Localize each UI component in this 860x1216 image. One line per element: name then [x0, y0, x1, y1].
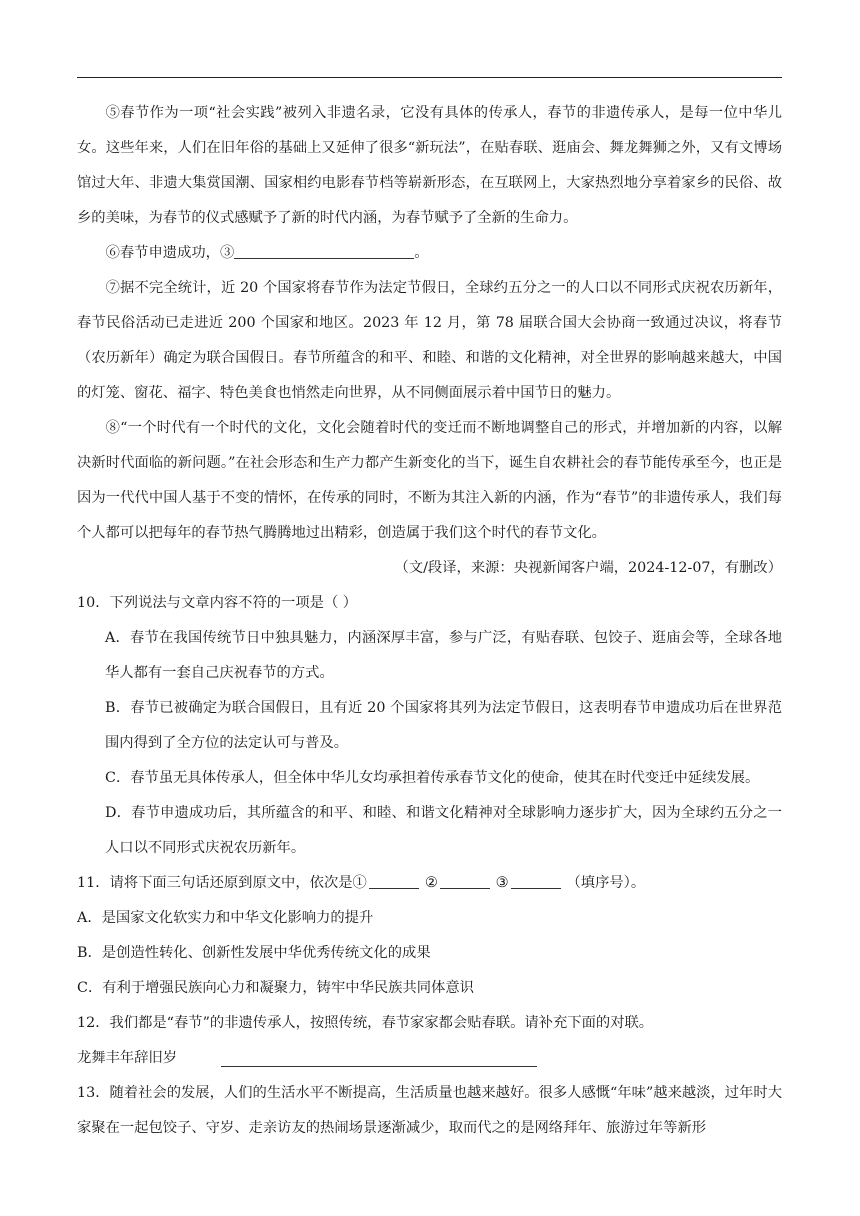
- question-10-option-c: C．春节虽无具体传承人，但全体中华儿女均承担着传承春节文化的使命，使其在时代变迁中延续发展。: [105, 770, 760, 786]
- document-page: [77, 96, 782, 1146]
- answer-blank-3[interactable]: [234, 244, 414, 259]
- question-11-prefix: 11．请将下面三句话还原到原文中，依次是①: [77, 875, 367, 891]
- couplet-first-line: 龙舞丰年辞旧岁: [77, 1050, 178, 1066]
- paragraph-6-text: ⑥春节申遗成功，③: [105, 245, 235, 261]
- paragraph-6-end: 。: [414, 245, 429, 261]
- question-10-option-b: B．春节已被确定为联合国假日，且有近 20 个国家将其列为法定节假日，这表明春节申遗成功后在世界范围内得到了全方位的法定认可与普及。: [105, 700, 782, 751]
- question-11-option-c: C．有利于增强民族向心力和凝聚力，铸牢中华民族共同体意识: [77, 980, 474, 996]
- paragraph-8: ⑧“一个时代有一个时代的文化，文化会随着时代的变迁而不断地调整自己的形式，并增加新的内容，以解决新时代面临的新问题。”在社会形态和生产力都产生新变化的当下，诞生自农耕社会的春节能传承至今，也正是因为一代代中国人基于不变的情怀，在传承的同时，不断为其注入新的内涵，作为“春节”的非遗传承人，我们每个人都可以把每年的春节热气腾腾地过出精彩，创造属于我们这个时代的春节文化。: [77, 420, 782, 541]
- question-11-option-a: A．是国家文化软实力和中华文化影响力的提升: [77, 910, 374, 926]
- question-12-stem: 12．我们都是“春节”的非遗传承人，按照传统，春节家家都会贴春联。请补充下面的对联。: [77, 1015, 654, 1031]
- answer-blank-q11-1[interactable]: [369, 874, 419, 889]
- question-11-option-b: B．是创造性转化、创新性发展中华优秀传统文化的成果: [77, 945, 431, 961]
- paragraph-6: [77, 236, 782, 271]
- question-11-mark-2: ②: [424, 875, 438, 891]
- couplet-row: [77, 1041, 782, 1076]
- paragraph-7: ⑦据不完全统计，近 20 个国家将春节作为法定节假日，全球约五分之一的人口以不同形式庆祝农历新年，春节民俗活动已走进近 200 个国家和地区。2023 年 12 月，第 78 届联合国大会协商一致通过决议，将春节（农历新年）确定为联合国假日。春节所蕴含的和平、和睦、和谐的文化精神，对全世界的影响越来越大，中国的灯笼、窗花、福字、特色美食也悄然走向世界，从不同侧面展示着中国节日的魅力。: [77, 280, 782, 401]
- couplet-answer-line[interactable]: [221, 1046, 537, 1067]
- question-10-stem: 10．下列说法与文章内容不符的一项是（ ）: [77, 595, 358, 611]
- answer-blank-q11-2[interactable]: [440, 874, 490, 889]
- source-citation: （文/段译，来源：央视新闻客户端，2024-12-07，有删改）: [394, 560, 782, 576]
- question-10-option-d: D．春节申遗成功后，其所蕴含的和平、和睦、和谐文化精神对全球影响力逐步扩大，因为全球约五分之一人口以不同形式庆祝农历新年。: [105, 805, 782, 856]
- question-10-option-a: A．春节在我国传统节日中独具魅力，内涵深厚丰富，参与广泛，有贴春联、包饺子、逛庙会等，全球各地华人都有一套自己庆祝春节的方式。: [105, 630, 782, 681]
- paragraph-5: ⑤春节作为一项“社会实践”被列入非遗名录，它没有具体的传承人，春节的非遗传承人，是每一位中华儿女。这些年来，人们在旧年俗的基础上又延伸了很多“新玩法”，在贴春联、逛庙会、舞龙舞狮之外，又有文博场馆过大年、非遗大集赏国潮、国家相约电影春节档等崭新形态，在互联网上，大家热烈地分享着家乡的民俗、故乡的美味，为春节的仪式感赋予了新的时代内涵，为春节赋予了全新的生命力。: [77, 105, 782, 226]
- header-rule: [77, 77, 782, 78]
- question-13-stem: 13．随着社会的发展，人们的生活水平不断提高，生活质量也越来越好。很多人感慨“年味”越来越淡，过年时大家聚在一起包饺子、守岁、走亲访友的热闹场景逐渐减少，取而代之的是网络拜年、旅游过年等新形: [77, 1085, 782, 1136]
- question-11-mark-3: ③: [495, 875, 509, 891]
- question-11-suffix: （填序号）。: [566, 875, 646, 891]
- question-11-stem: [77, 866, 782, 901]
- answer-blank-q11-3[interactable]: [511, 874, 561, 889]
